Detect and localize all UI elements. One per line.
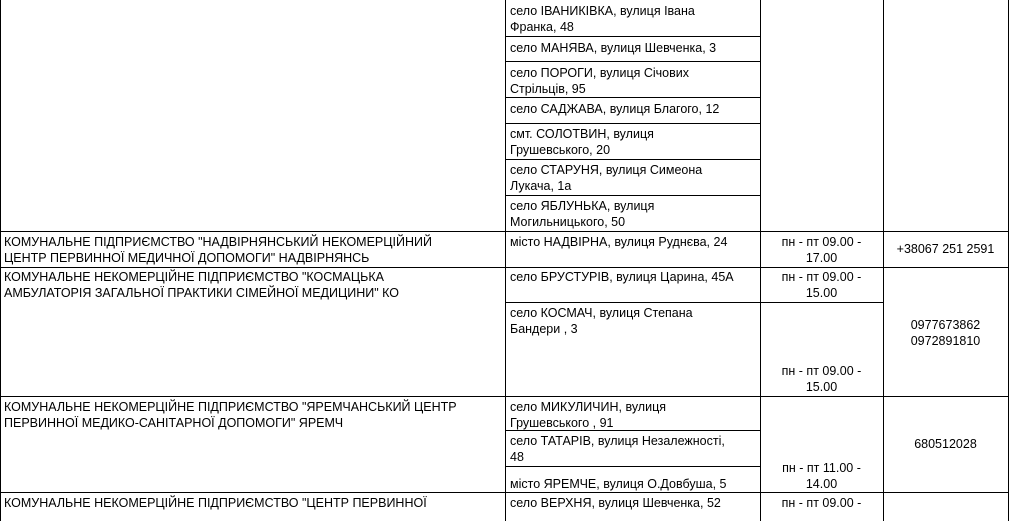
grid-line <box>505 195 760 196</box>
address-cell: село ЯБЛУНЬКА, вулиця Могильницького, 50 <box>510 199 655 229</box>
grid-line <box>0 0 1 521</box>
grid-line <box>505 159 760 160</box>
address-cell: село МАНЯВА, вулиця Шевченка, 3 <box>510 41 717 55</box>
grid-line <box>505 61 760 62</box>
address-cell: село ВЕРХНЯ, вулиця Шевченка, 52 <box>510 496 721 510</box>
org-name-cell: КОМУНАЛЬНЕ ПІДПРИЄМСТВО "НАДВІРНЯНСЬКИЙ НЕКОМЕРЦІЙНИЙ ЦЕНТР ПЕРВИННОЇ МЕДИЧНОЇ ДОПОМОГИ" НАДВІРНЯНСЬ <box>4 235 432 265</box>
org-name-cell: КОМУНАЛЬНЕ НЕКОМЕРЦІЙНЕ ПІДПРИЄМСТВО "КОСМАЦЬКА АМБУЛАТОРІЯ ЗАГАЛЬНОЇ ПРАКТИКИ СІМЕЙНОЇ МЕДИЦИНИ" КО <box>4 270 400 300</box>
phone-cell: 680512028 <box>914 437 977 451</box>
address-cell: село СТАРУНЯ, вулиця Симеона Лукача, 1а <box>510 163 703 193</box>
address-cell: село БРУСТУРІВ, вулиця Царина, 45А <box>510 270 734 284</box>
grid-line <box>505 97 760 98</box>
org-name-cell: КОМУНАЛЬНЕ НЕКОМЕРЦІЙНЕ ПІДПРИЄМСТВО "ЦЕНТР ПЕРВИННОЇ <box>4 496 427 510</box>
grid-line <box>0 267 1008 268</box>
address-cell: місто ЯРЕМЧЕ, вулиця О.Довбуша, 5 <box>510 477 727 491</box>
grid-line <box>1008 0 1009 521</box>
grid-line <box>505 466 760 467</box>
grid-line <box>0 396 1008 397</box>
phone-cell: 0977673862 0972891810 <box>910 318 981 348</box>
hours-cell: пн - пт 09.00 - 15.00 <box>781 270 862 300</box>
address-cell: село ПОРОГИ, вулиця Січових Стрільців, 95 <box>510 66 689 96</box>
grid-line <box>505 123 760 124</box>
grid-line <box>0 231 1008 232</box>
grid-line <box>505 302 883 303</box>
address-cell: місто НАДВІРНА, вулиця Руднєва, 24 <box>510 235 728 249</box>
address-cell: село КОСМАЧ, вулиця Степана Бандери , 3 <box>510 306 693 336</box>
grid-line <box>505 0 506 521</box>
hours-cell: пн - пт 09.00 - 15.00 <box>781 364 862 394</box>
address-cell: село МИКУЛИЧИН, вулиця Грушевського , 91 <box>510 400 667 430</box>
grid-line <box>505 36 760 37</box>
hours-cell: пн - пт 09.00 - <box>781 496 862 510</box>
grid-line <box>0 492 1008 493</box>
hours-cell: пн - пт 09.00 - 17.00 <box>781 235 862 265</box>
phone-cell: +38067 251 2591 <box>896 242 995 256</box>
address-cell: село ІВАНИКІВКА, вулиця Івана Франка, 48 <box>510 4 695 34</box>
hours-cell: пн - пт 11.00 - 14.00 <box>782 461 861 491</box>
org-name-cell: КОМУНАЛЬНЕ НЕКОМЕРЦІЙНЕ ПІДПРИЄМСТВО "ЯРЕМЧАНСЬКИЙ ЦЕНТР ПЕРВИННОЇ МЕДИКО-САНІТАРНОЇ ДОПОМОГИ" ЯРЕМЧ <box>4 400 457 430</box>
address-cell: село САДЖАВА, вулиця Благого, 12 <box>510 102 720 116</box>
address-cell: смт. СОЛОТВИН, вулиця Грушевського, 20 <box>510 127 654 157</box>
address-cell: село ТАТАРІВ, вулиця Незалежності, 48 <box>510 434 725 464</box>
